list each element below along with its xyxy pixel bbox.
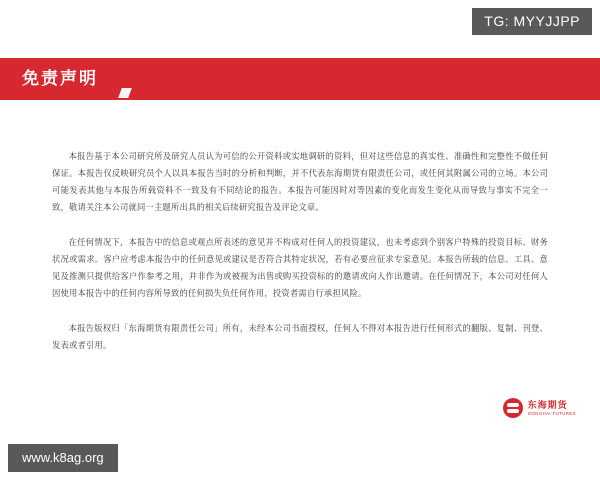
logo-text bbox=[528, 400, 578, 416]
site-url-watermark-badge: www.k8ag.org bbox=[8, 444, 118, 472]
paragraph: 在任何情况下，本报告中的信息或观点所表述的意见并不构成对任何人的投资建议，也未考虑到个别客户特殊的投资目标、财务状况或需求。客户应考虑本报告中的任何意见或建议是否符合其特定状况，若有必要应征求专家意见。本报告所载的信息、工具、意见及推测只提供给客户作参考之用，并非作为或被视为出售或购买投资标的的邀请或向人作出邀请。在任何情况下，本公司对任何人因使用本报告中的任何内容所导致的任何损失负任何作用，投资者需自行承担风险。 bbox=[52, 237, 548, 298]
telegram-watermark-badge: TG: MYYJJPP bbox=[472, 8, 592, 35]
paragraph: 本报告基于本公司研究所及研究人员认为可信的公开资料或实地调研的资料，但对这些信息的真实性、准确性和完整性不做任何保证。本报告仅反映研究员个人以具本报告当时的分析和判断，并不代表东海期货有限责任公司，或任何其附属公司的立场。本公司可能发表其他与本报告所载资料不一致及有不同结论的报告。本报告可能因时对等因素的变化而发生变化从而导致与事实不完全一致，敬请关注本公司就同一主题所出具的相关后续研究报告及评论文章。 bbox=[52, 151, 548, 212]
paragraph: 本报告版权归「东海期货有限责任公司」所有，未经本公司书面授权，任何人不得对本报告进行任何形式的翻版、复制、刊登、发表或者引用。 bbox=[52, 323, 548, 350]
logo-name-en: DONGHAI FUTURES bbox=[527, 410, 576, 416]
logo-name-cn: 东海期货 bbox=[527, 400, 568, 411]
disclaimer-body bbox=[52, 148, 548, 354]
company-logo bbox=[503, 398, 578, 418]
page-title: 免责声明 bbox=[22, 69, 98, 88]
logo-mark-icon bbox=[503, 398, 523, 418]
